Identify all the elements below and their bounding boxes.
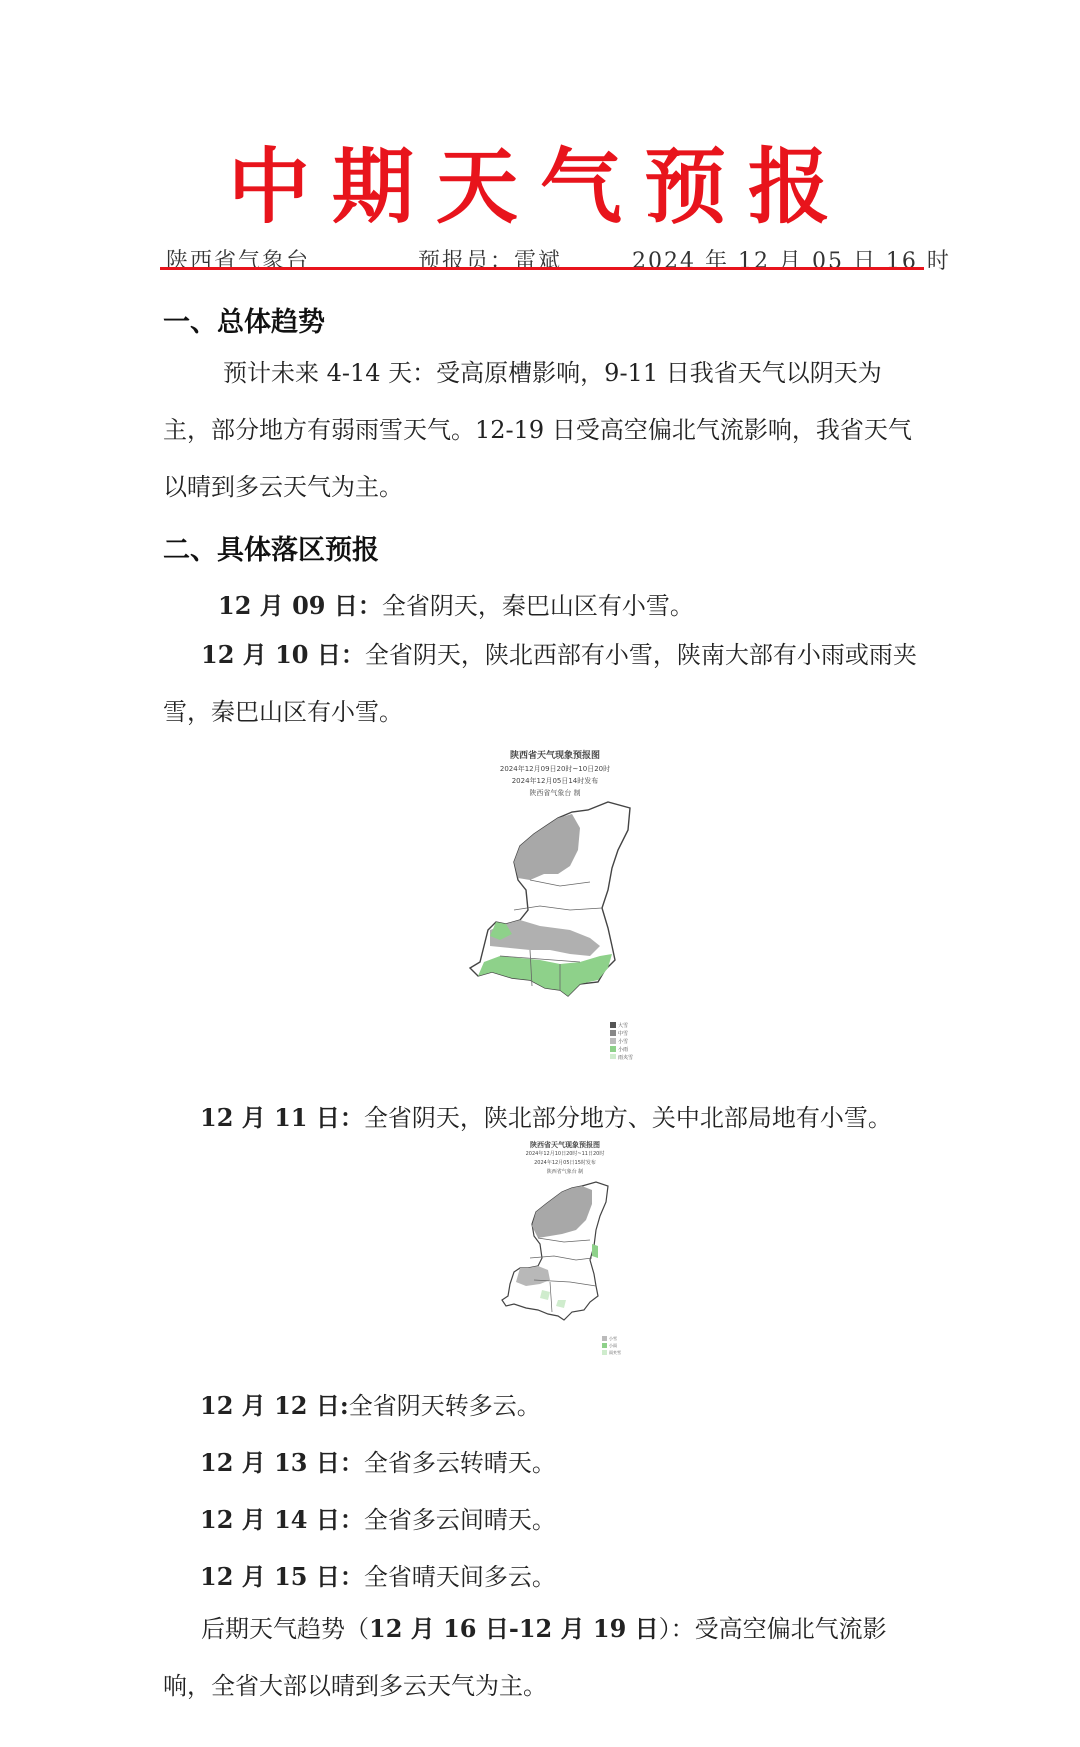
map1-caption-org: 陕西省气象台 制 — [529, 789, 581, 797]
day-date: 12 月 10 日： — [201, 640, 365, 669]
map2-legend-label-0: 小雪 — [609, 1336, 617, 1341]
later-trend — [163, 1600, 923, 1715]
day-date: 12 月 12 日: — [200, 1391, 349, 1420]
map1-caption-period: 2024年12月09日20时~10日20时 — [499, 765, 611, 773]
day-text: 全省多云间晴天。 — [363, 1506, 556, 1534]
map1-caption-issued: 2024年12月05日14时发布 — [511, 777, 599, 785]
map1-legend-swatch-1 — [610, 1030, 616, 1036]
day-date: 12 月 13 日： — [200, 1448, 364, 1477]
later-trend-range: 12 月 16 日-12 月 19 日 — [369, 1614, 659, 1643]
map2-caption-org: 陕西省气象台 制 — [546, 1169, 584, 1175]
forecast-day-12 — [200, 1386, 541, 1421]
section1-paragraph: 预计未来 4-14 天：受高原槽影响，9-11 日我省天气以阴天为主，部分地方有弱雨雪天气。12-19 日受高空偏北气流影响，我省天气以晴到多云天气为主。 — [163, 359, 912, 501]
map2-graphic — [480, 1140, 650, 1360]
forecast-day-09 — [218, 586, 694, 621]
map1-legend-swatch-3 — [610, 1046, 616, 1052]
map2-legend-swatch-2 — [602, 1350, 607, 1355]
map2-legend-swatch-0 — [602, 1336, 607, 1341]
map2-rain-east — [592, 1244, 598, 1258]
day-text: 全省晴天间多云。 — [363, 1563, 556, 1591]
map1-legend-swatch-2 — [610, 1038, 616, 1044]
day-date: 12 月 15 日： — [200, 1562, 364, 1591]
page-title: 中期天气预报 — [227, 140, 852, 235]
map1-legend-label-2: 小雪 — [618, 1039, 629, 1045]
map2-legend-swatch-1 — [602, 1343, 607, 1348]
header-date: 2024 年 12 月 05 日 16 时 — [632, 249, 951, 274]
day-text: 全省阴天，陕北西部有小雪，陕南大部有小雨或雨夹雪，秦巴山区有小雪。 — [163, 641, 917, 726]
map2-caption-period: 2024年12月10日20时~11日20时 — [525, 1151, 605, 1157]
day-date: 12 月 09 日： — [218, 591, 382, 620]
header-divider — [160, 267, 924, 270]
map1-legend-swatch-4 — [610, 1054, 616, 1059]
later-trend-text: ）：受高空偏北气流影响，全省大部以晴到多云天气为主。 — [163, 1615, 887, 1700]
map1-legend-label-0: 大雪 — [618, 1023, 629, 1029]
day-text: 全省多云转晴天。 — [363, 1449, 556, 1477]
map1-graphic — [440, 750, 670, 1060]
day-date: 12 月 11 日： — [200, 1103, 364, 1132]
map1-caption-title: 陕西省天气现象预报图 — [509, 751, 600, 761]
map1-legend-label-4: 雨夹雪 — [618, 1055, 634, 1060]
header-org: 陕西省气象台 — [166, 249, 311, 274]
map1-legend-label-3: 小雨 — [618, 1047, 629, 1053]
section1-heading: 一、总体趋势 — [163, 307, 325, 338]
day-date: 12 月 14 日： — [200, 1505, 364, 1534]
day-text: 全省阴天转多云。 — [348, 1392, 541, 1420]
map2-legend-label-1: 小雨 — [609, 1343, 617, 1348]
map1-legend-swatch-0 — [610, 1022, 616, 1028]
forecast-day-13 — [200, 1443, 556, 1478]
map2-legend-label-2: 雨夹雪 — [609, 1350, 621, 1355]
header-forecaster: 预报员：雷斌 — [418, 249, 563, 274]
map1-legend-label-1: 中雪 — [618, 1031, 629, 1037]
map2-caption-title: 陕西省天气现象预报图 — [530, 1141, 600, 1149]
day-text: 全省阴天，陕北部分地方、关中北部局地有小雪。 — [363, 1104, 892, 1132]
forecast-day-11 — [200, 1098, 892, 1133]
weather-map-2 — [480, 1140, 650, 1360]
forecast-day-15 — [200, 1557, 556, 1592]
section2-heading: 二、具体落区预报 — [163, 535, 379, 566]
map2-caption-issued: 2024年12月05日15时发布 — [534, 1160, 596, 1166]
day-text: 全省阴天，秦巴山区有小雪。 — [381, 592, 694, 620]
weather-map-1 — [440, 750, 670, 1060]
forecast-day-10 — [163, 626, 923, 741]
later-trend-prefix: 后期天气趋势（ — [201, 1615, 369, 1643]
forecast-day-14 — [200, 1500, 556, 1535]
